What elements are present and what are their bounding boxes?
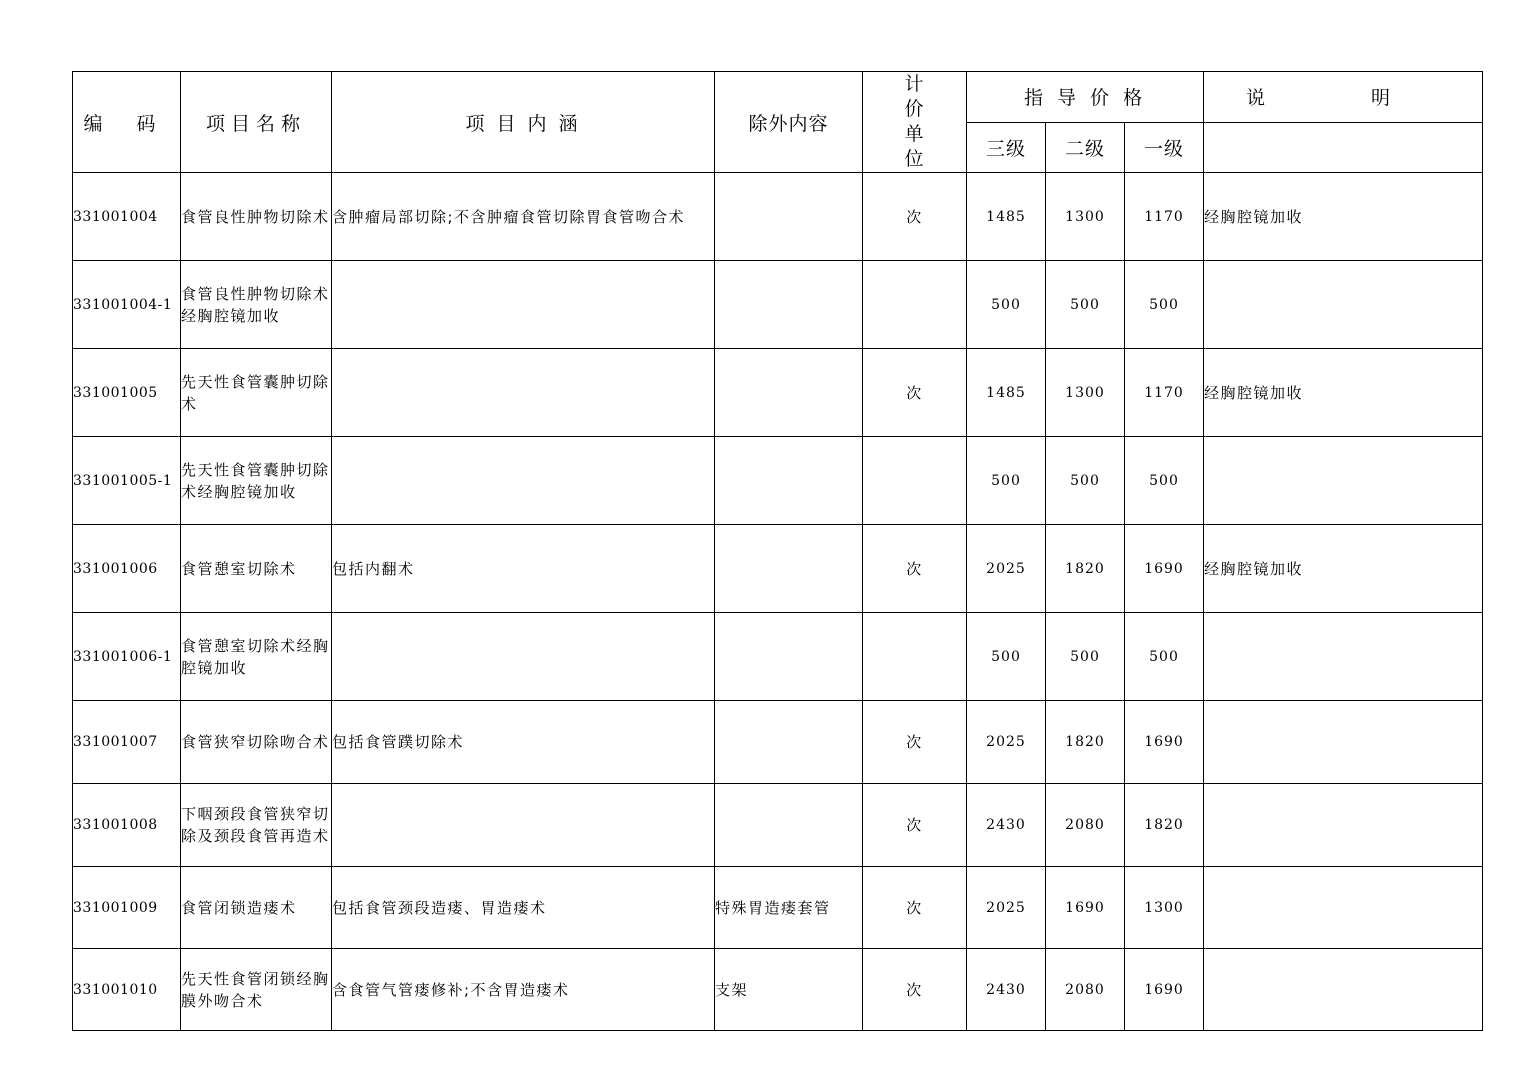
row-exclude xyxy=(715,784,863,867)
row-price-level2: 500 xyxy=(1046,613,1125,701)
row-code: 331001004-1 xyxy=(73,261,181,349)
row-unit: 次 xyxy=(863,173,967,261)
row-price-level1: 1170 xyxy=(1125,173,1204,261)
row-note xyxy=(1204,261,1483,349)
row-content xyxy=(332,261,715,349)
header-level1: 一级 xyxy=(1125,122,1204,173)
row-note: 经胸腔镜加收 xyxy=(1204,525,1483,613)
price-table xyxy=(72,71,1483,1031)
table-row xyxy=(73,261,1483,349)
row-content: 包括食管颈段造瘘、胃造瘘术 xyxy=(332,867,715,949)
row-price-level3: 2430 xyxy=(967,949,1046,1031)
row-unit: 次 xyxy=(863,784,967,867)
row-code: 331001006-1 xyxy=(73,613,181,701)
table-row xyxy=(73,173,1483,261)
header-unit: 计价单位 xyxy=(863,72,967,173)
header-note-blank xyxy=(1204,122,1483,173)
row-price-level1: 1820 xyxy=(1125,784,1204,867)
row-unit: 次 xyxy=(863,701,967,784)
row-content xyxy=(332,784,715,867)
row-code: 331001005-1 xyxy=(73,437,181,525)
row-code: 331001005 xyxy=(73,349,181,437)
row-exclude xyxy=(715,613,863,701)
row-unit xyxy=(863,261,967,349)
row-price-level3: 500 xyxy=(967,613,1046,701)
row-content: 含食管气管瘘修补;不含胃造瘘术 xyxy=(332,949,715,1031)
row-price-level2: 1820 xyxy=(1046,525,1125,613)
row-price-level1: 1690 xyxy=(1125,525,1204,613)
row-content xyxy=(332,437,715,525)
row-name: 食管憩室切除术经胸腔镜加收 xyxy=(181,613,332,701)
row-name: 食管良性肿物切除术 xyxy=(181,173,332,261)
row-price-level2: 2080 xyxy=(1046,784,1125,867)
header-price-group: 指 导 价 格 xyxy=(967,72,1204,123)
row-unit xyxy=(863,437,967,525)
row-price-level1: 1690 xyxy=(1125,701,1204,784)
row-price-level2: 1690 xyxy=(1046,867,1125,949)
row-exclude xyxy=(715,173,863,261)
header-name: 项目名称 xyxy=(181,72,332,173)
row-unit: 次 xyxy=(863,349,967,437)
row-price-level3: 500 xyxy=(967,261,1046,349)
row-code: 331001010 xyxy=(73,949,181,1031)
row-price-level3: 1485 xyxy=(967,349,1046,437)
row-code: 331001004 xyxy=(73,173,181,261)
row-content: 包括内翻术 xyxy=(332,525,715,613)
row-name: 食管闭锁造瘘术 xyxy=(181,867,332,949)
row-price-level1: 1170 xyxy=(1125,349,1204,437)
table-row xyxy=(73,784,1483,867)
row-name: 下咽颈段食管狭窄切除及颈段食管再造术 xyxy=(181,784,332,867)
row-price-level1: 500 xyxy=(1125,437,1204,525)
row-exclude: 支架 xyxy=(715,949,863,1031)
header-code: 编 码 xyxy=(73,72,181,173)
row-price-level2: 1300 xyxy=(1046,349,1125,437)
row-content xyxy=(332,613,715,701)
row-code: 331001009 xyxy=(73,867,181,949)
row-price-level1: 1300 xyxy=(1125,867,1204,949)
row-price-level3: 2025 xyxy=(967,701,1046,784)
row-note: 经胸腔镜加收 xyxy=(1204,173,1483,261)
row-exclude xyxy=(715,349,863,437)
table-row xyxy=(73,349,1483,437)
table-row xyxy=(73,867,1483,949)
row-price-level2: 500 xyxy=(1046,437,1125,525)
row-unit: 次 xyxy=(863,949,967,1031)
row-note xyxy=(1204,949,1483,1031)
row-price-level3: 500 xyxy=(967,437,1046,525)
row-price-level2: 500 xyxy=(1046,261,1125,349)
row-name: 食管狭窄切除吻合术 xyxy=(181,701,332,784)
row-exclude: 特殊胃造瘘套管 xyxy=(715,867,863,949)
row-note xyxy=(1204,701,1483,784)
table-row xyxy=(73,701,1483,784)
row-name: 先天性食管囊肿切除术经胸腔镜加收 xyxy=(181,437,332,525)
row-exclude xyxy=(715,437,863,525)
row-price-level3: 2430 xyxy=(967,784,1046,867)
row-note xyxy=(1204,437,1483,525)
header-level2: 二级 xyxy=(1046,122,1125,173)
row-price-level3: 2025 xyxy=(967,525,1046,613)
table-row xyxy=(73,949,1483,1031)
table-row xyxy=(73,437,1483,525)
table-row xyxy=(73,613,1483,701)
row-content xyxy=(332,349,715,437)
header-content: 项 目 内 涵 xyxy=(332,72,715,173)
row-price-level1: 500 xyxy=(1125,613,1204,701)
header-exclude: 除外内容 xyxy=(715,72,863,173)
row-code: 331001007 xyxy=(73,701,181,784)
row-note xyxy=(1204,784,1483,867)
header-level3: 三级 xyxy=(967,122,1046,173)
row-name: 先天性食管闭锁经胸膜外吻合术 xyxy=(181,949,332,1031)
row-code: 331001006 xyxy=(73,525,181,613)
row-price-level2: 1300 xyxy=(1046,173,1125,261)
row-name: 先天性食管囊肿切除术 xyxy=(181,349,332,437)
row-price-level2: 2080 xyxy=(1046,949,1125,1031)
row-note: 经胸腔镜加收 xyxy=(1204,349,1483,437)
row-price-level3: 1485 xyxy=(967,173,1046,261)
row-price-level1: 500 xyxy=(1125,261,1204,349)
row-exclude xyxy=(715,525,863,613)
row-content: 含肿瘤局部切除;不含肿瘤食管切除胃食管吻合术 xyxy=(332,173,715,261)
row-name: 食管良性肿物切除术经胸腔镜加收 xyxy=(181,261,332,349)
row-exclude xyxy=(715,701,863,784)
table-row xyxy=(73,525,1483,613)
row-note xyxy=(1204,613,1483,701)
row-exclude xyxy=(715,261,863,349)
row-price-level1: 1690 xyxy=(1125,949,1204,1031)
row-unit: 次 xyxy=(863,525,967,613)
row-name: 食管憩室切除术 xyxy=(181,525,332,613)
row-content: 包括食管蹼切除术 xyxy=(332,701,715,784)
row-code: 331001008 xyxy=(73,784,181,867)
header-note: 说 明 xyxy=(1204,72,1483,123)
row-price-level3: 2025 xyxy=(967,867,1046,949)
row-unit xyxy=(863,613,967,701)
row-note xyxy=(1204,867,1483,949)
row-price-level2: 1820 xyxy=(1046,701,1125,784)
row-unit: 次 xyxy=(863,867,967,949)
